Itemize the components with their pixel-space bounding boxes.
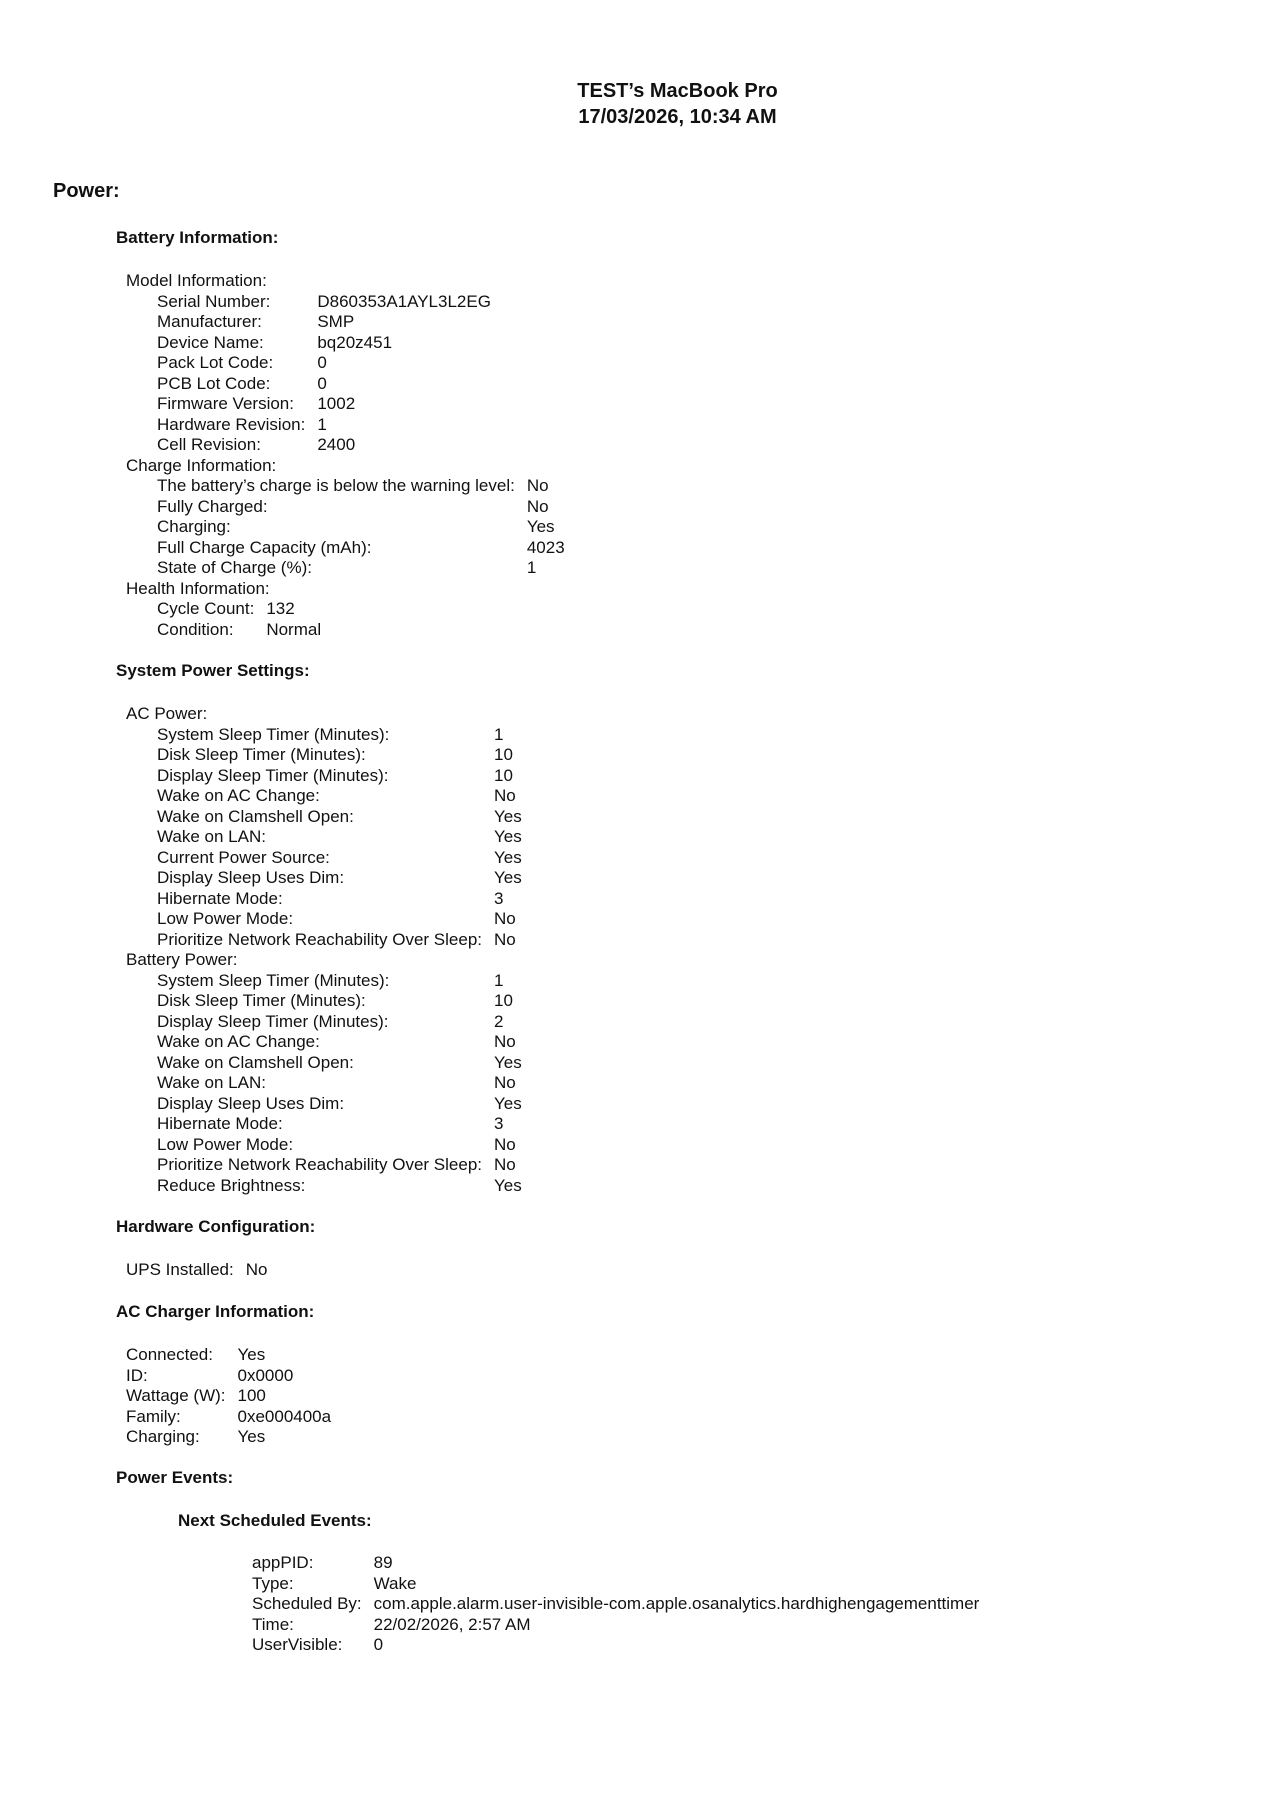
scheduled-events-table: [252, 1553, 979, 1656]
kv-label: Cycle Count:: [157, 599, 255, 618]
kv-value: com.apple.alarm.user-invisible-com.apple.osanalytics.hardhighengagementtimer: [373, 1594, 980, 1613]
kv-label: Disk Sleep Timer (Minutes):: [157, 745, 366, 764]
kv-value: Yes: [494, 827, 522, 846]
kv-row: [126, 1407, 331, 1428]
kv-label: Connected:: [126, 1345, 213, 1364]
kv-row: [126, 476, 565, 497]
kv-value: 0: [317, 373, 327, 393]
kv-row: [126, 786, 522, 807]
kv-value: 0: [317, 353, 327, 372]
kv-value: D860353A1AYL3L2EG: [317, 291, 491, 311]
kv-value: Yes: [237, 1345, 266, 1364]
kv-label: Wake on Clamshell Open:: [157, 806, 354, 826]
kv-row: [126, 435, 491, 456]
system-power-block: [126, 704, 522, 1196]
kv-label: Reduce Brightness:: [157, 1175, 306, 1195]
kv-row: [126, 292, 491, 313]
kv-label: System Sleep Timer (Minutes):: [157, 970, 390, 990]
kv-value: No: [494, 909, 516, 928]
kv-label: Cell Revision:: [157, 435, 261, 454]
kv-value: No: [494, 1073, 516, 1092]
kv-row: [126, 517, 565, 538]
kv-label: Prioritize Network Reachability Over Sleep:: [157, 929, 483, 949]
kv-label: System Sleep Timer (Minutes):: [157, 724, 390, 744]
kv-label: Charging:: [126, 1427, 200, 1446]
kv-value: 2: [494, 1011, 504, 1031]
device-title: TEST’s MacBook Pro: [577, 80, 778, 102]
kv-value: Yes: [237, 1427, 266, 1446]
kv-value: 10: [494, 765, 513, 785]
kv-value: Yes: [494, 1175, 522, 1195]
power-title: Power:: [53, 180, 120, 202]
report-datetime: 17/03/2026, 10:34 AM: [578, 106, 777, 128]
charge-info-label: Charge Information:: [126, 455, 277, 475]
kv-row: [126, 971, 522, 992]
kv-value: Yes: [494, 868, 522, 887]
kv-label: Wake on LAN:: [157, 1073, 266, 1092]
kv-label: Wake on Clamshell Open:: [157, 1052, 354, 1072]
ac-charger-table: [126, 1345, 331, 1448]
kv-row: [126, 848, 522, 869]
kv-row: [126, 374, 491, 395]
kv-label: Display Sleep Timer (Minutes):: [157, 765, 389, 785]
kv-row: [126, 827, 522, 848]
kv-row: [126, 1427, 331, 1448]
health-info-label: Health Information:: [126, 578, 270, 598]
kv-value: Yes: [494, 1052, 522, 1072]
kv-value: 89: [373, 1553, 393, 1572]
battery-info-title: Battery Information:: [116, 228, 279, 247]
model-info-table: [126, 292, 491, 456]
kv-value: No: [494, 929, 516, 949]
kv-row: [126, 497, 565, 518]
kv-value: 132: [266, 599, 295, 618]
kv-label: Wake on AC Change:: [157, 786, 320, 805]
kv-row: [126, 312, 491, 333]
kv-label: Current Power Source:: [157, 847, 330, 867]
kv-value: 10: [494, 991, 513, 1010]
kv-value: Yes: [526, 517, 555, 536]
kv-row: [126, 1073, 522, 1094]
model-info-label: Model Information:: [126, 271, 267, 290]
kv-label: UPS Installed:: [126, 1260, 234, 1279]
kv-label: Device Name:: [157, 332, 264, 352]
kv-row: [126, 889, 522, 910]
kv-row: [126, 394, 491, 415]
kv-value: 4023: [526, 537, 565, 557]
kv-value: 1: [494, 970, 504, 990]
kv-row: [126, 766, 522, 787]
kv-label: Serial Number:: [157, 291, 271, 311]
system-power-title: System Power Settings:: [116, 661, 310, 680]
kv-value: 0: [373, 1635, 384, 1654]
kv-row: [126, 1260, 267, 1281]
kv-value: Yes: [494, 847, 522, 867]
kv-row: [126, 415, 491, 436]
kv-label: appPID:: [252, 1553, 314, 1572]
kv-value: No: [494, 1155, 516, 1174]
kv-value: 0x0000: [237, 1365, 294, 1385]
kv-value: 2400: [317, 435, 356, 454]
kv-value: 3: [494, 1114, 504, 1133]
kv-row: [252, 1594, 979, 1615]
kv-label: The battery’s charge is below the warning level:: [157, 476, 515, 495]
kv-row: [126, 538, 565, 559]
kv-value: 1: [317, 414, 327, 434]
hardware-config-title: Hardware Configuration:: [116, 1217, 316, 1236]
next-scheduled-events-title: Next Scheduled Events:: [178, 1511, 372, 1530]
report-header: [0, 78, 1269, 130]
kv-row: [126, 1053, 522, 1074]
kv-label: Pack Lot Code:: [157, 353, 274, 372]
hardware-config-table: [126, 1260, 267, 1281]
kv-row: [126, 1345, 331, 1366]
kv-label: Display Sleep Timer (Minutes):: [157, 1011, 389, 1031]
kv-value: 0xe000400a: [237, 1406, 332, 1426]
kv-value: 1002: [317, 394, 356, 413]
kv-value: 10: [494, 745, 513, 764]
kv-value: Wake: [373, 1573, 417, 1593]
kv-value: No: [494, 1032, 516, 1051]
kv-value: Yes: [494, 806, 522, 826]
next-scheduled-events-block: [252, 1553, 979, 1656]
kv-row: [126, 1366, 331, 1387]
kv-label: Hardware Revision:: [157, 414, 306, 434]
battery-info-block: [126, 271, 565, 640]
kv-value: No: [526, 496, 549, 516]
kv-label: Firmware Version:: [157, 394, 294, 413]
kv-label: Wake on LAN:: [157, 827, 266, 846]
kv-label: PCB Lot Code:: [157, 373, 271, 393]
kv-row: [126, 1114, 522, 1135]
kv-row: [126, 1012, 522, 1033]
kv-value: Yes: [494, 1093, 522, 1113]
kv-label: Display Sleep Uses Dim:: [157, 868, 345, 887]
kv-label: Full Charge Capacity (mAh):: [157, 537, 372, 557]
kv-label: Fully Charged:: [157, 496, 268, 516]
kv-row: [126, 725, 522, 746]
kv-row: [126, 1032, 522, 1053]
kv-value: No: [494, 786, 516, 805]
kv-label: Condition:: [157, 619, 234, 639]
kv-label: Low Power Mode:: [157, 1134, 294, 1154]
kv-row: [126, 1094, 522, 1115]
ac-charger-block: [126, 1345, 331, 1448]
kv-label: Charging:: [157, 517, 231, 536]
kv-row: [252, 1553, 979, 1574]
kv-row: [126, 868, 522, 889]
kv-label: ID:: [126, 1365, 148, 1385]
ac-charger-title: AC Charger Information:: [116, 1302, 315, 1321]
kv-row: [252, 1635, 979, 1656]
battery-power-table: [126, 971, 522, 1197]
kv-value: 22/02/2026, 2:57 AM: [373, 1614, 531, 1634]
kv-value: 1: [494, 724, 504, 744]
kv-row: [126, 1155, 522, 1176]
kv-label: Time:: [252, 1614, 294, 1634]
kv-row: [126, 620, 321, 641]
battery-power-label: Battery Power:: [126, 950, 238, 969]
kv-value: 100: [237, 1386, 266, 1405]
kv-value: bq20z451: [317, 332, 393, 352]
kv-row: [126, 333, 491, 354]
kv-value: 1: [526, 558, 537, 577]
kv-label: Prioritize Network Reachability Over Sleep:: [157, 1155, 483, 1174]
kv-row: [126, 930, 522, 951]
kv-row: [252, 1615, 979, 1636]
health-info-table: [126, 599, 321, 640]
kv-label: Hibernate Mode:: [157, 1114, 283, 1133]
kv-label: Type:: [252, 1573, 294, 1593]
power-events-title: Power Events:: [116, 1468, 234, 1487]
kv-label: Scheduled By:: [252, 1594, 362, 1613]
kv-row: [126, 909, 522, 930]
kv-row: [126, 599, 321, 620]
kv-value: Normal: [266, 619, 322, 639]
kv-label: Disk Sleep Timer (Minutes):: [157, 991, 366, 1010]
kv-row: [252, 1574, 979, 1595]
kv-row: [126, 991, 522, 1012]
charge-info-table: [126, 476, 565, 579]
kv-row: [126, 353, 491, 374]
kv-label: Hibernate Mode:: [157, 888, 283, 908]
kv-row: [126, 1386, 331, 1407]
kv-label: Wake on AC Change:: [157, 1032, 320, 1051]
kv-value: SMP: [317, 312, 355, 331]
kv-label: State of Charge (%):: [157, 558, 312, 577]
kv-row: [126, 1176, 522, 1197]
kv-row: [126, 807, 522, 828]
kv-row: [126, 1135, 522, 1156]
ac-power-table: [126, 725, 522, 951]
hardware-config-block: [126, 1260, 267, 1281]
ac-power-label: AC Power:: [126, 704, 208, 723]
kv-label: UserVisible:: [252, 1635, 343, 1654]
kv-row: [126, 745, 522, 766]
kv-label: Low Power Mode:: [157, 909, 294, 928]
kv-value: No: [526, 476, 549, 495]
kv-label: Family:: [126, 1406, 181, 1426]
kv-value: No: [494, 1134, 516, 1154]
kv-label: Manufacturer:: [157, 312, 262, 331]
kv-value: No: [245, 1260, 268, 1279]
kv-label: Wattage (W):: [126, 1386, 226, 1405]
kv-row: [126, 558, 565, 579]
kv-value: 3: [494, 888, 504, 908]
kv-label: Display Sleep Uses Dim:: [157, 1093, 345, 1113]
